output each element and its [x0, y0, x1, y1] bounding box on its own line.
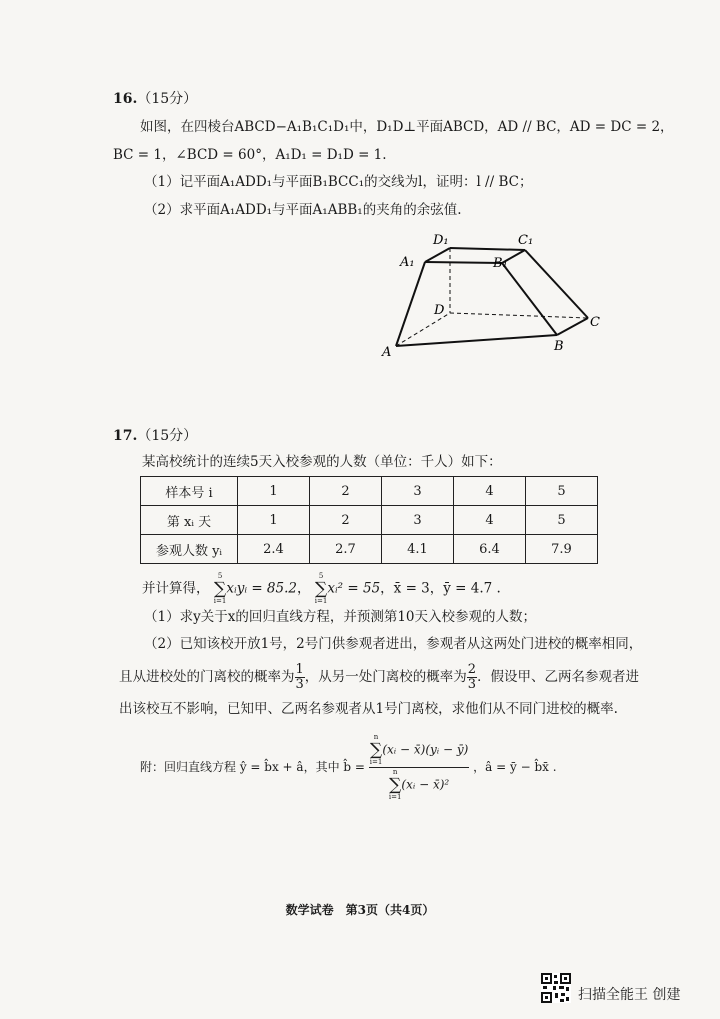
table-cell: 7.9: [526, 535, 598, 564]
edge-a1d1: [425, 248, 450, 262]
part2-text-c: ．假设甲、乙两名参观者进: [477, 669, 640, 685]
edge-bc: [557, 318, 588, 335]
sigma-lower: i=1: [213, 597, 227, 605]
edge-dc: [450, 313, 588, 318]
frac2-den: 3: [467, 677, 477, 692]
label-a: A: [382, 345, 392, 360]
label-b1: B₁: [493, 256, 508, 271]
table-row-label: 参观人数 yᵢ: [141, 535, 238, 564]
q16-intro-line1: 如图，在四棱台ABCD−A₁B₁C₁D₁中，D₁D⊥平面ABCD，AD // BC，AD = DC = 2，: [140, 119, 674, 135]
page-footer: 数学试卷 第3页（共4页）: [285, 903, 435, 917]
numerator-expr: (xᵢ − x̄)(yᵢ − ȳ): [382, 742, 469, 757]
q17-number: 17.: [113, 428, 138, 444]
denominator-expr: (xᵢ − x̄)²: [401, 777, 450, 792]
fraction-one-third: [295, 663, 305, 692]
qr-code-icon: [541, 973, 571, 1003]
table-cell: 5: [526, 477, 598, 506]
label-b: B: [554, 339, 564, 354]
sigma-upper: 5: [318, 572, 324, 580]
sigma-upper: n: [373, 733, 379, 741]
table-cell: 5: [526, 506, 598, 535]
q17-calc-line: [142, 572, 501, 606]
sigma-lower: i=1: [314, 597, 328, 605]
table-row: [141, 535, 598, 564]
table-cell: 2.7: [310, 535, 382, 564]
q17-part2-line3: 出该校互不影响，已知甲、乙两名参观者从1号门离校，求他们从不同门进校的概率.: [119, 701, 618, 717]
q17-score: （15分）: [137, 428, 198, 444]
table-cell: 1: [238, 477, 310, 506]
scanner-watermark: 扫描全能王 创建: [578, 987, 681, 1003]
sigma-upper: n: [392, 768, 398, 776]
sigma-lower: i=1: [388, 793, 402, 801]
sigma-lower: i=1: [369, 758, 383, 766]
sigma-symbol: 5 ∑ i=1: [314, 572, 328, 605]
calc-sum2: xᵢ² = 55: [327, 580, 381, 597]
part2-text-b: ，从另一处门离校的概率为: [304, 669, 467, 685]
visitor-table: [140, 476, 598, 564]
table-cell: 6.4: [454, 535, 526, 564]
calc-sum1: xᵢyᵢ = 85.2: [226, 580, 297, 597]
regression-fraction: [369, 733, 470, 802]
frustum-figure: [370, 228, 610, 363]
table-cell: 2.4: [238, 535, 310, 564]
fraction-two-thirds: [467, 663, 477, 692]
frac1-den: 3: [295, 677, 304, 692]
regression-numerator: n ∑ i=1 (xᵢ − x̄)(yᵢ − ȳ): [369, 733, 469, 766]
calc-prefix: 并计算得，: [142, 580, 210, 597]
label-d: D: [434, 303, 445, 318]
appendix-prefix: 附：回归直线方程 ŷ = b̂x + â，其中 b̂ =: [140, 760, 365, 774]
label-d1: D₁: [433, 233, 449, 248]
calc-sep: ，: [296, 580, 311, 597]
q16-number: 16.: [113, 91, 138, 107]
edge-a1b1: [425, 262, 502, 263]
q17-part1: （1）求y关于x的回归直线方程，并预测第10天入校参观的人数；: [144, 609, 537, 625]
edge-ab: [396, 335, 557, 346]
q17-part2-line2: [119, 662, 639, 692]
label-c1: C₁: [518, 233, 534, 248]
table-row: [141, 477, 598, 506]
q17-part2-line1: （2）已知该校开放1号，2号门供参观者进出，参观者从这两处门进校的概率相同，: [144, 636, 643, 652]
edge-c1c: [525, 250, 588, 318]
edge-b1b: [502, 263, 557, 335]
sigma-upper: 5: [217, 572, 223, 580]
table-cell: 3: [382, 477, 454, 506]
frac2-num: 2: [467, 662, 477, 677]
q16-heading: [113, 90, 197, 108]
regression-denominator: n ∑ i=1 (xᵢ − x̄)²: [388, 768, 450, 801]
table-cell: 4.1: [382, 535, 454, 564]
sigma-symbol: 5 ∑ i=1: [213, 572, 227, 605]
q16-part2: （2）求平面A₁ADD₁与平面A₁ABB₁的夹角的余弦值.: [144, 202, 462, 218]
part2-text-a: 且从进校处的门离校的概率为: [119, 669, 295, 685]
table-row: [141, 506, 598, 535]
label-c: C: [590, 315, 600, 330]
table-row-label: 样本号 i: [141, 477, 238, 506]
table-row-label: 第 xᵢ 天: [141, 506, 238, 535]
edge-a1a: [396, 262, 425, 346]
q17-appendix: [140, 733, 557, 802]
q16-part1: （1）记平面A₁ADD₁与平面B₁BCC₁的交线为l，证明：l // BC；: [144, 174, 533, 190]
q17-intro: 某高校统计的连续5天入校参观的人数（单位：千人）如下：: [142, 454, 502, 470]
table-cell: 3: [382, 506, 454, 535]
frac1-num: 1: [295, 662, 304, 677]
label-a1: A₁: [400, 255, 415, 270]
q16-intro-line2: BC = 1，∠BCD = 60°，A₁D₁ = D₁D = 1.: [113, 147, 387, 163]
edge-d1c1: [450, 248, 525, 250]
table-cell: 4: [454, 506, 526, 535]
q16-score: （15分）: [137, 91, 198, 107]
table-cell: 1: [238, 506, 310, 535]
q17-heading: [113, 427, 197, 445]
table-cell: 2: [310, 506, 382, 535]
table-cell: 2: [310, 477, 382, 506]
appendix-suffix: ，â = ȳ − b̂x̄ .: [473, 760, 557, 774]
table-cell: 4: [454, 477, 526, 506]
calc-rest: ，x̄ = 3，ȳ = 4.7 .: [380, 580, 501, 597]
